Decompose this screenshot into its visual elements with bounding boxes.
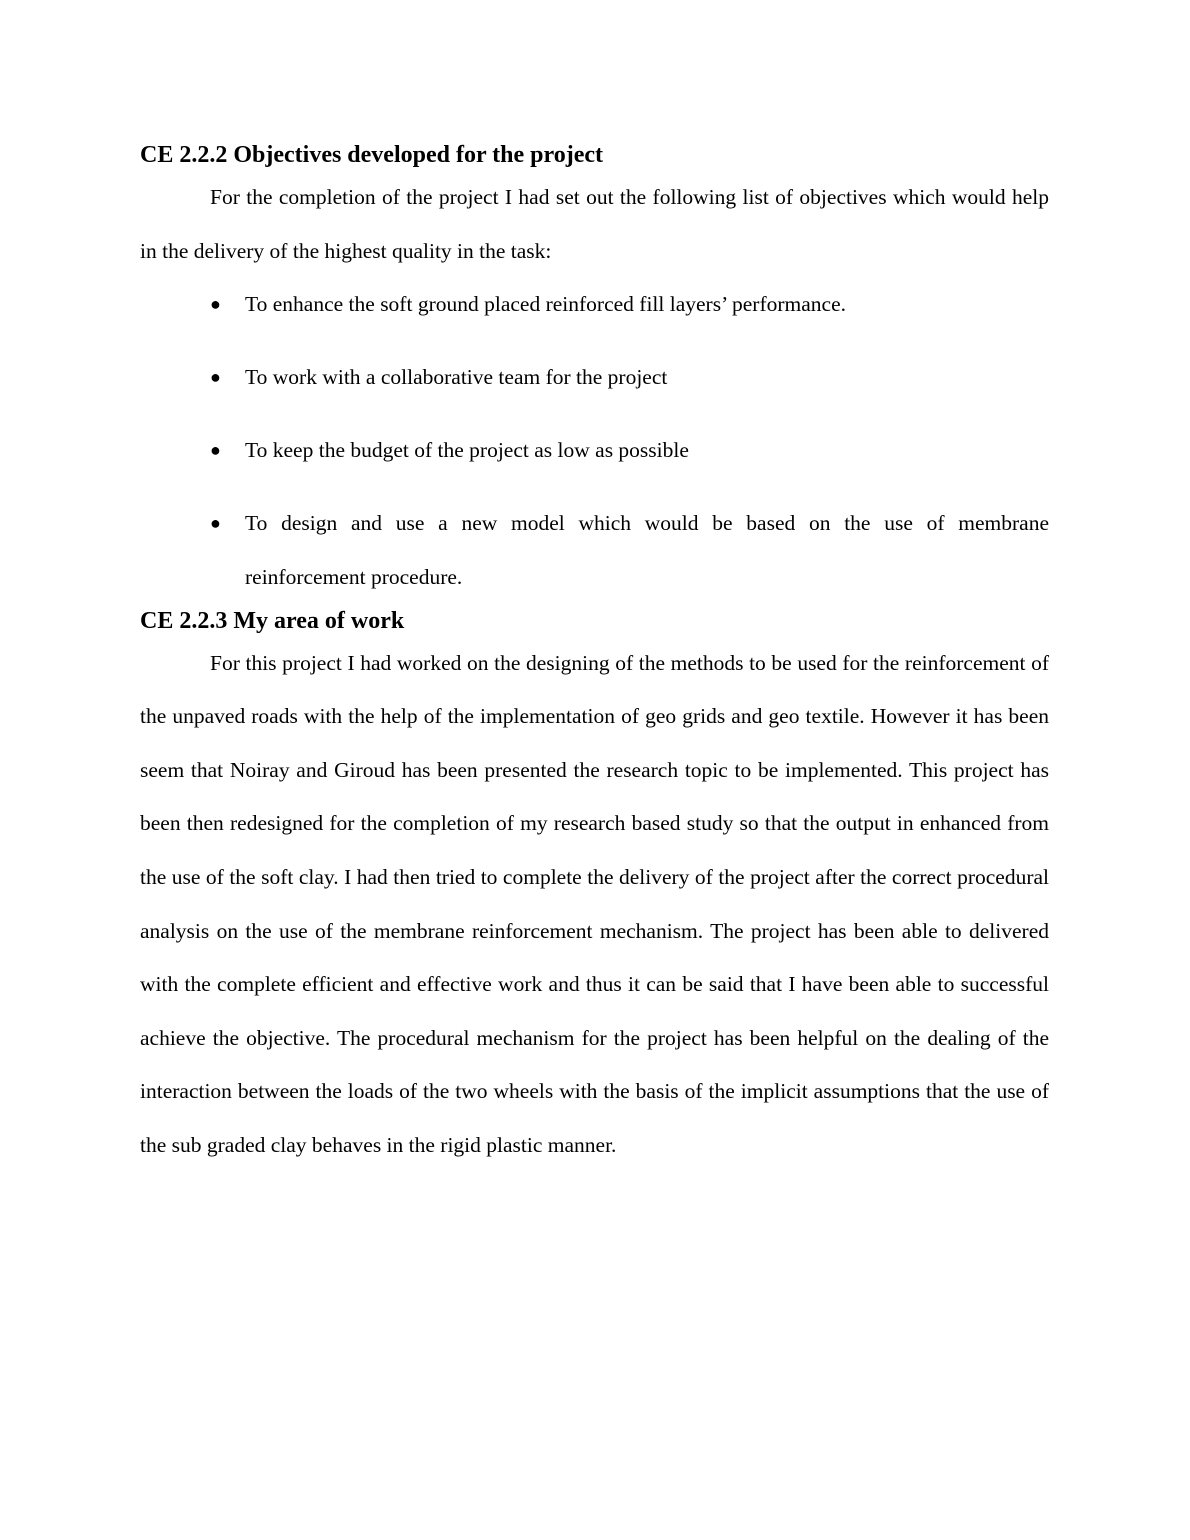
objectives-list bbox=[140, 278, 1049, 604]
list-item-text: To work with a collaborative team for the project bbox=[245, 365, 668, 390]
bullet-icon: ● bbox=[210, 367, 221, 388]
list-item bbox=[140, 278, 1049, 332]
area-of-work-paragraph: For this project I had worked on the designing of the methods to be used for the reinforcement of the unpaved roads with the help of the implementation of geo grids and geo textile. However it has been seem that Noiray and Giroud has been presented the research topic to be implemented. This project has been then redesigned for the completion of my research based study so that the output in enhanced from the use of the soft clay. I had then tried to complete the delivery of the project after the correct procedural analysis on the use of the membrane reinforcement mechanism. The project has been able to delivered with the complete efficient and effective work and thus it can be said that I have been able to successful achieve the objective. The procedural mechanism for the project has been helpful on the dealing of the interaction between the loads of the two wheels with the basis of the implicit assumptions that the use of the sub graded clay behaves in the rigid plastic manner. bbox=[140, 650, 1049, 1157]
objectives-intro-paragraph: For the completion of the project I had set out the following list of objectives which would help in the delivery of the highest quality in the task: bbox=[140, 185, 1049, 263]
list-item-text: To keep the budget of the project as low as possible bbox=[245, 438, 689, 463]
bullet-icon: ● bbox=[210, 513, 221, 534]
bullet-icon: ● bbox=[210, 294, 221, 315]
list-item bbox=[140, 351, 1049, 405]
page-content bbox=[140, 139, 1049, 1173]
bullet-icon: ● bbox=[210, 440, 221, 461]
list-item bbox=[140, 497, 1049, 604]
section-heading-objectives: CE 2.2.2 Objectives developed for the project bbox=[140, 142, 604, 168]
section-heading-area-of-work: CE 2.2.3 My area of work bbox=[140, 607, 405, 634]
list-item bbox=[140, 424, 1049, 478]
list-item-text: To enhance the soft ground placed reinforced fill layers’ performance. bbox=[245, 292, 847, 317]
list-item-text: To design and use a new model which would be based on the use of membrane reinforcement procedure. bbox=[245, 511, 1049, 590]
